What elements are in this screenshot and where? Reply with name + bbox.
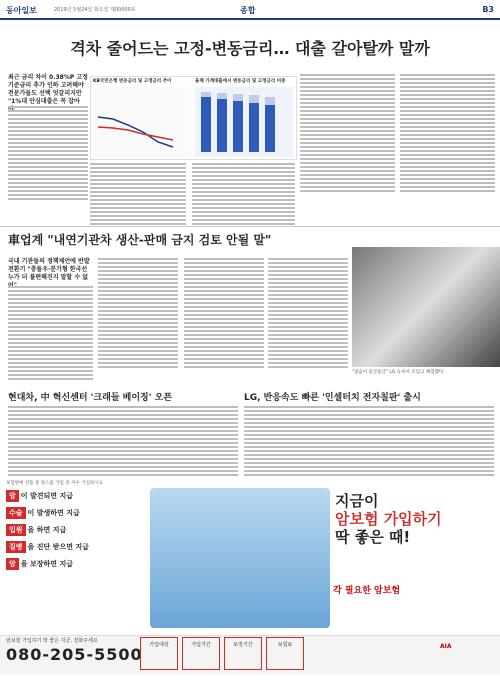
lead-charts <box>90 76 297 160</box>
ad-benefits-list <box>6 490 106 575</box>
ad-info-box: 보험료 <box>266 637 304 670</box>
ad-top-line: 보험판매 상품 중 원스톱 가입 중 자수 가입하시요 <box>6 481 103 486</box>
lg-headline: LG, 반응속도 빠른 '인셀터치 전자칠판' 출시 <box>244 393 421 403</box>
lg-body <box>244 406 494 484</box>
ad-info-box: 보장기간 <box>224 637 262 670</box>
chart-title-left: KB국민은행 변동금리 및 고정금리 추이 <box>93 79 172 84</box>
lead-headline: 격차 줄어드는 고정-변동금리… 대출 갈아탈까 말까 <box>70 39 430 58</box>
section-divider <box>0 226 500 227</box>
auto-industry-subhead: 국내 기관들의 정책제언에 반발 전환기 "충돌우·분기형 한국선 누가 더 불편해진지 말할 수 없 <box>8 258 90 282</box>
ad-benefit-item: 암 이 발견되면 지급 <box>6 490 106 502</box>
auto-body-col-1 <box>8 286 93 380</box>
ad-benefit-item: 수술 이 발생하면 지급 <box>6 507 106 519</box>
ad-phone-label: 암보험 가입하기 딱 좋은 지금, 전화주세요 <box>6 638 98 644</box>
fixed-vs-variable-bars <box>195 87 293 157</box>
hyundai-body <box>8 406 238 484</box>
lead-body-col-5 <box>400 74 495 192</box>
auto-body-col-2 <box>98 258 178 368</box>
lead-body-col-4 <box>300 74 395 192</box>
page-number: B3 <box>482 5 494 14</box>
auto-industry-headline: 車업계 "내연기관차 생산-판매 금지 검토 안될 말" <box>8 233 272 247</box>
ad-benefit-item: 암 을 보장하면 지급 <box>6 558 106 570</box>
lead-lede: 최근 금리 차이 0.38%P 고정 기준금리 추가 인하 고려해야 전문가들도 선택 엇갈리지만 "1%대 안심대출은 꼭 잡아 <box>8 74 88 106</box>
lg-photo <box>352 247 500 367</box>
ad-info-box: 가입기간 <box>182 637 220 670</box>
lead-body-col-3 <box>192 163 295 225</box>
auto-body-col-3 <box>184 258 264 368</box>
ad-headline: 지금이 암보험 가입하기 딱 좋은 때! <box>335 492 442 546</box>
ad-info-boxes <box>140 637 304 670</box>
header-rule <box>0 18 500 20</box>
chart-title-right: 올해 가계대출에서 변동금리 및 고정금리 비중 <box>195 79 286 84</box>
newspaper-logo: 동아일보 <box>6 6 37 15</box>
ad-benefit-item: 입원 을 하면 지급 <box>6 524 106 536</box>
ad-phone-number[interactable]: 080-205-5500 <box>6 645 143 664</box>
rate-trend-chart <box>93 87 191 157</box>
issue-date: 2019년 5월24일 화요일 제00000호 <box>54 7 136 13</box>
ad-benefit-item: 질병 을 진단 받으면 지급 <box>6 541 106 553</box>
ad-subheadline: 각 필요한 암보험 <box>333 586 401 596</box>
lead-body-col-1 <box>8 106 88 200</box>
lead-body-col-2 <box>90 163 186 225</box>
ad-skydive-photo <box>150 488 330 628</box>
section-title: 종합 <box>240 6 256 15</box>
auto-body-col-4 <box>268 258 348 368</box>
ad-info-box: 가입대상 <box>140 637 178 670</box>
ad-brand-logo: AIA <box>440 643 452 650</box>
lg-photo-caption: "얼음이 둥글둥글" LG 뉴욕서 모임고 체험했다 <box>352 370 444 375</box>
hyundai-headline: 현대차, 中 혁신센터 '크래들 베이징' 오픈 <box>8 393 173 403</box>
